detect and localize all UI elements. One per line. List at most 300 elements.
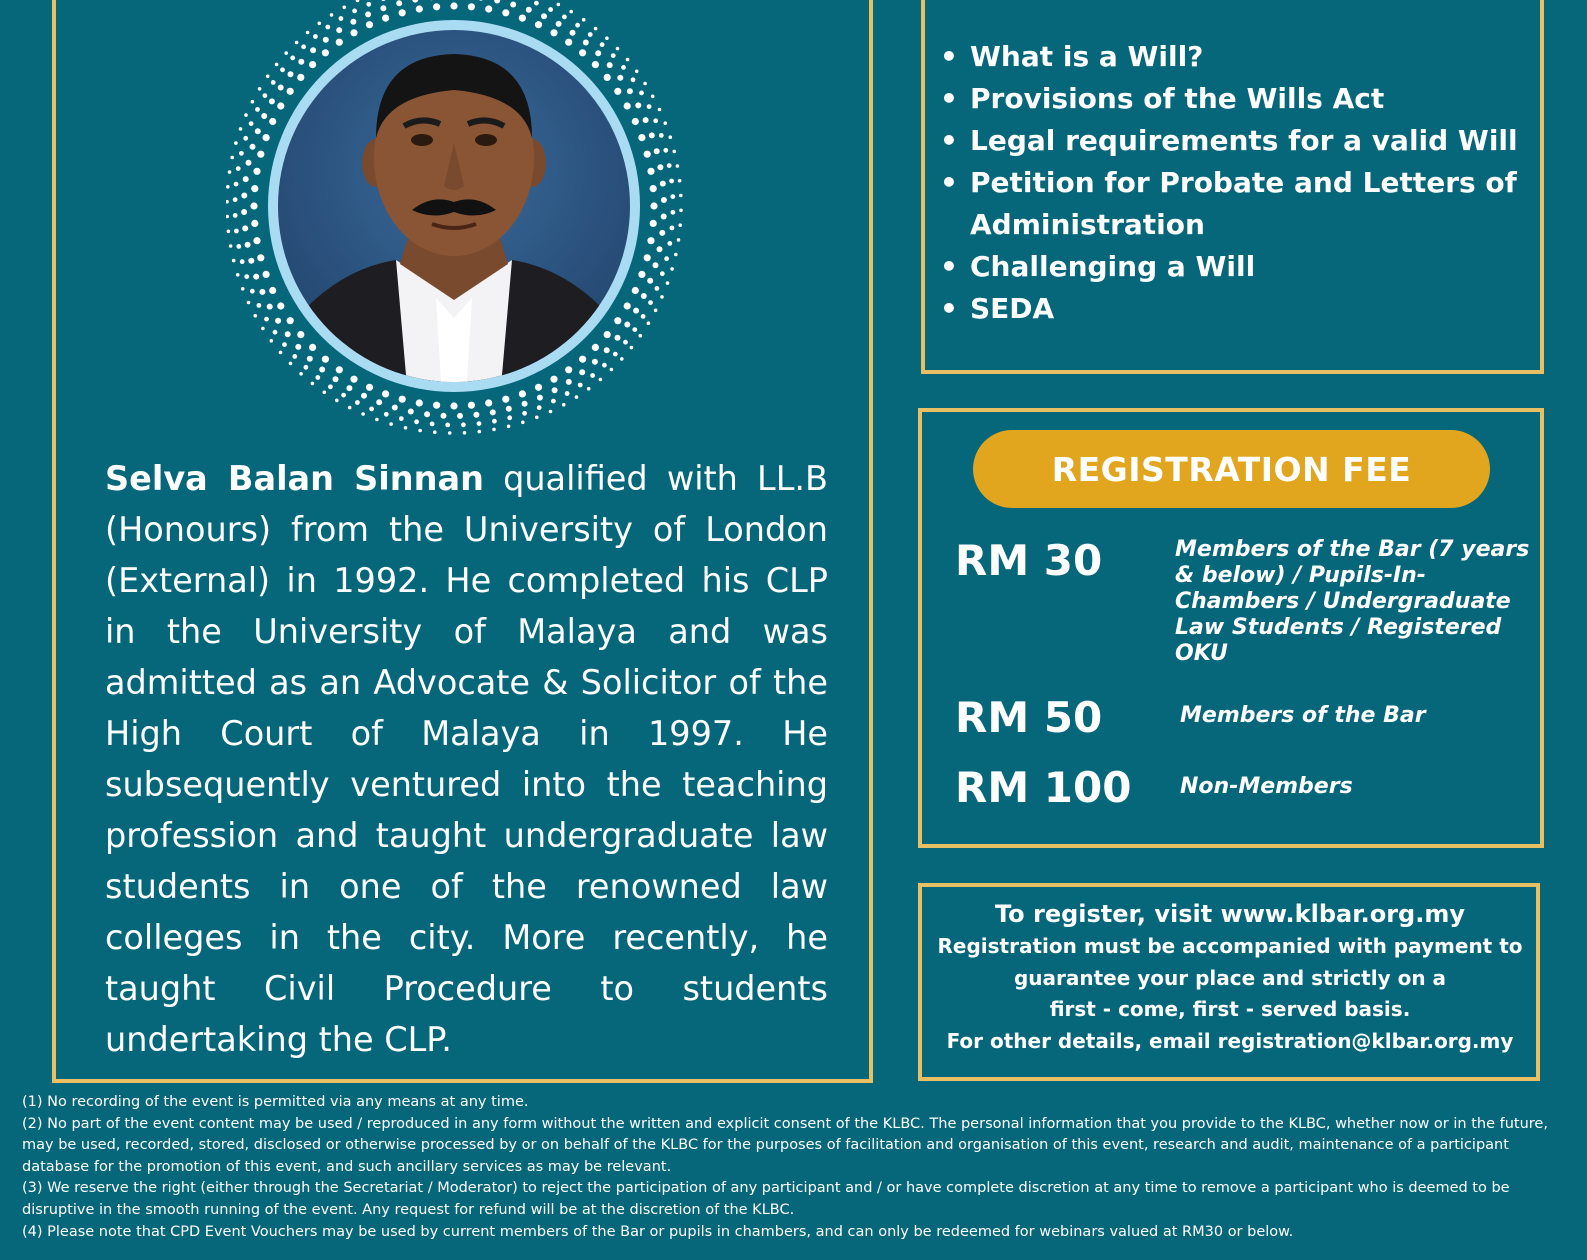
halo-dot [615, 335, 621, 341]
halo-dot [396, 0, 402, 6]
halo-dot [627, 88, 633, 94]
halo-dot [248, 258, 254, 264]
halo-dot [632, 118, 639, 125]
halo-dot [257, 151, 264, 158]
halo-dot [661, 197, 667, 203]
halo-dot [635, 102, 641, 108]
halo-dot [617, 75, 623, 81]
halo-dot [369, 407, 374, 412]
halo-dot [450, 2, 457, 9]
halo-dot [566, 379, 572, 385]
fee-amount-tier-1: RM 30 [955, 536, 1103, 585]
halo-dot [297, 74, 304, 81]
halo-dot [250, 289, 255, 294]
topic-item [934, 120, 1544, 162]
halo-dot [319, 367, 325, 373]
halo-dot [654, 148, 660, 154]
halo-dot [592, 61, 599, 68]
halo-dot [249, 121, 254, 126]
halo-dot [424, 411, 430, 417]
halo-dot [227, 230, 231, 234]
halo-dot [667, 163, 672, 168]
halo-dot [226, 185, 230, 189]
halo-dot [279, 351, 283, 355]
halo-dot [641, 293, 647, 299]
halo-dot [258, 87, 262, 91]
halo-dot [380, 5, 386, 11]
halo-dot [594, 27, 598, 31]
halo-dot [418, 429, 422, 433]
halo-dot [315, 375, 320, 380]
halo-dot [450, 402, 457, 409]
halo-dot [376, 399, 382, 405]
halo-dot [643, 82, 647, 86]
halo-dot [457, 413, 463, 419]
halo-dot [537, 395, 543, 401]
halo-dot [579, 369, 585, 375]
halo-dot [673, 150, 677, 154]
halo-dot [630, 346, 634, 350]
halo-dot [623, 340, 628, 345]
halo-dot [275, 318, 281, 324]
halo-dot [311, 382, 315, 386]
halo-dot [361, 393, 367, 399]
halo-dot [638, 134, 645, 141]
disclaimer-notes [22, 1092, 1567, 1243]
halo-dot [521, 421, 525, 425]
halo-dot [641, 314, 646, 319]
topic-text: Petition for Probate and Letters of Administration [970, 166, 1517, 241]
payment-note-line: guarantee your place and strictly on a [1013, 965, 1447, 990]
halo-dot [330, 13, 334, 17]
halo-dot [287, 88, 294, 95]
halo-dot [341, 393, 346, 398]
halo-dot [670, 194, 675, 199]
halo-dot [661, 214, 667, 220]
halo-dot [298, 59, 304, 65]
halo-dot [658, 108, 662, 112]
halo-dot [333, 376, 339, 382]
halo-dot [676, 164, 680, 168]
halo-dot [269, 98, 275, 104]
halo-dot [350, 29, 357, 36]
halo-dot [278, 85, 284, 91]
halo-dot [255, 128, 261, 134]
halo-dot [477, 421, 482, 426]
halo-dot [583, 40, 589, 46]
halo-dot [277, 102, 284, 109]
halo-dot [247, 301, 251, 305]
halo-dot [507, 415, 512, 420]
halo-dot [624, 302, 631, 309]
halo-dot [669, 135, 673, 139]
halo-dot [624, 102, 631, 109]
halo-dot [389, 422, 393, 426]
halo-dot [365, 11, 371, 17]
halo-dot [292, 354, 297, 359]
halo-dot [243, 176, 249, 182]
halo-dot [299, 372, 303, 376]
halo-dot [285, 331, 291, 337]
halo-dot [485, 5, 492, 12]
halo-dot [602, 363, 607, 368]
halo-dot [234, 141, 238, 145]
halo-dot [478, 0, 484, 1]
fee-amount-tier-3: RM 100 [955, 763, 1132, 812]
halo-dot [339, 16, 344, 21]
halo-dot [253, 274, 259, 280]
halo-dot [657, 164, 663, 170]
halo-dot [318, 22, 322, 26]
halo-dot [579, 356, 586, 363]
speaker-bio-text: qualified with LL.B (Honours) from the University of London (External) in 1992. He completed his CLP in the University of Malaya and was admitted as an Advocate & Solicitor of the High Court of Malaya in 1997. He subsequently ventured into the teaching profession and taught undergraduate law students in one of the renowned law colleges in the city. More recently, he taught Civil Procedure to students undertaking the CLP. [105, 459, 828, 1059]
halo-dot [537, 405, 542, 410]
halo-dot [381, 0, 386, 1]
halo-dot [366, 2, 371, 7]
topic-item [934, 162, 1544, 246]
halo-dot [654, 309, 658, 313]
fee-description-tier-3: Non-Members [1180, 774, 1353, 799]
halo-dot [313, 34, 318, 39]
halo-dot [494, 0, 500, 4]
halo-dot [570, 30, 576, 36]
halo-dot [228, 170, 232, 174]
halo-dot [236, 244, 241, 249]
halo-dot [590, 373, 595, 378]
halo-dot [670, 226, 675, 231]
halo-dot [592, 359, 598, 365]
halo-dot [392, 405, 398, 411]
halo-dot [236, 273, 240, 277]
halo-dot [647, 321, 651, 325]
halo-dot [350, 376, 357, 383]
halo-dot [271, 80, 276, 85]
halo-dot [229, 244, 233, 248]
halo-dot [343, 6, 347, 10]
halo-dot [582, 18, 586, 22]
halo-dot [670, 267, 674, 271]
halo-dot [241, 209, 247, 215]
speaker-bio [105, 453, 828, 1065]
halo-dot [679, 209, 683, 213]
halo-dot [323, 37, 329, 43]
topic-item [934, 36, 1544, 78]
halo-dot [674, 253, 678, 257]
halo-dot [322, 356, 329, 363]
halo-dot [522, 411, 527, 416]
halo-dot [226, 200, 229, 204]
halo-dot [382, 390, 389, 397]
halo-dot [666, 281, 670, 285]
halo-dot [251, 185, 258, 192]
fee-description-tier-2: Members of the Bar [1180, 703, 1426, 728]
contact-email-line: For other details, email registration@klbar.org.my [946, 1028, 1514, 1053]
halo-dot [579, 49, 586, 56]
halo-dot [309, 344, 316, 351]
halo-dot [404, 426, 408, 430]
halo-dot [599, 378, 603, 382]
halo-dot [239, 127, 243, 131]
halo-dot [592, 344, 599, 351]
halo-dot [433, 3, 440, 10]
halo-dot [399, 416, 404, 421]
disclaimer-item: (1) No recording of the event is permitted via any means at any time. [22, 1094, 529, 1110]
halo-dot [549, 410, 553, 414]
halo-dot [565, 391, 570, 396]
halo-dot [275, 63, 279, 67]
halo-dot [595, 50, 601, 56]
halo-dot [632, 327, 637, 332]
halo-dot [647, 104, 652, 109]
halo-dot [384, 412, 389, 417]
halo-dot [507, 425, 511, 429]
halo-dot [492, 428, 496, 432]
halo-dot [336, 39, 343, 46]
halo-dot [519, 390, 526, 397]
halo-dot [433, 402, 440, 409]
halo-dot [506, 406, 512, 412]
halo-dot [277, 302, 284, 309]
halo-dot [288, 71, 294, 77]
halo-dot [653, 262, 659, 268]
halo-dot [355, 400, 360, 405]
halo-dot [659, 230, 665, 236]
halo-dot [336, 27, 342, 33]
bullet-icon: • [940, 124, 958, 157]
halo-dot [323, 391, 327, 395]
halo-dot [253, 168, 260, 175]
halo-dot [647, 168, 654, 175]
halo-dot [660, 295, 664, 299]
halo-dot [301, 44, 306, 49]
bullet-icon: • [940, 40, 958, 73]
halo-dot [445, 423, 450, 428]
halo-dot [356, 0, 360, 2]
halo-dot [660, 271, 665, 276]
halo-dot [678, 179, 682, 183]
halo-dot [245, 242, 251, 248]
halo-dot [562, 403, 566, 407]
halo-dot [575, 23, 580, 28]
topic-item [934, 78, 1544, 120]
bullet-icon: • [940, 250, 958, 283]
halo-dot [604, 74, 611, 81]
disclaimer-item: (3) We reserve the right (either through the Secretariat / Moderator) to reject the participation of any participant and / or have complete discretion at any time to remove a participant who is deemed to be disruptive in the smooth running of the event. Any request for refund will be at the discretion of the KLBC. [22, 1180, 1510, 1218]
halo-dot [241, 193, 247, 199]
halo-dot [257, 254, 264, 261]
halo-dot [614, 317, 621, 324]
bullet-icon: • [940, 166, 958, 199]
halo-dot [587, 387, 591, 391]
topic-text: Legal requirements for a valid Will [970, 124, 1518, 157]
halo-dot [651, 95, 655, 99]
halo-dot [643, 117, 649, 123]
halo-dot [600, 42, 605, 47]
halo-dot [463, 431, 467, 435]
halo-dot [510, 2, 516, 8]
halo-dot [653, 118, 658, 123]
halo-dot [650, 185, 657, 192]
halo-dot [620, 357, 624, 361]
topic-text: Provisions of the Wills Act [970, 82, 1385, 115]
disclaimer-item: (2) No part of the event content may be used / reproduced in any form without the written and explicit consent of the KLBC. The personal information that you provide to the KLBC, whether now or in the future, may be used, recorded, stored, disclosed or otherwise processed by or on behalf of the KLBC for the purposes of facilitation and organisation of this event, research and audit, maintenance of a participant database for the promotion of this event, and such ancillary services as may be relevant. [22, 1115, 1548, 1175]
halo-dot [233, 213, 238, 218]
halo-dot [240, 259, 245, 264]
halo-dot [295, 41, 299, 45]
halo-dot [269, 118, 276, 125]
topic-text: What is a Will? [970, 40, 1204, 73]
halo-dot [234, 182, 239, 187]
halo-dot [647, 278, 653, 284]
halo-dot [239, 151, 244, 156]
halo-dot [631, 77, 636, 82]
halo-dot [254, 314, 258, 318]
halo-dot [348, 406, 352, 410]
halo-dot [309, 61, 316, 68]
halo-dot [657, 246, 663, 252]
payment-note-line: Registration must be accompanied with payment to [937, 934, 1523, 958]
halo-dot [613, 352, 618, 357]
bullet-icon: • [940, 292, 958, 325]
halo-dot [246, 160, 252, 166]
halo-dot [346, 385, 352, 391]
halo-dot [535, 384, 542, 391]
halo-dot [250, 144, 256, 150]
halo-dot [244, 113, 248, 117]
halo-dot [639, 334, 643, 338]
registration-fee-title: REGISTRATION FEE [973, 430, 1490, 508]
halo-dot [306, 31, 310, 35]
halo-dot [644, 254, 651, 261]
halo-dot [257, 303, 262, 308]
halo-dot [649, 132, 655, 138]
halo-dot [230, 156, 234, 160]
speaker-portrait [226, 0, 696, 438]
halo-dot [408, 409, 414, 415]
halo-dot [253, 237, 260, 244]
halo-dot [604, 331, 611, 338]
halo-dot [679, 194, 683, 198]
halo-dot [251, 100, 255, 104]
halo-dot [664, 256, 669, 261]
halo-dot [234, 229, 239, 234]
halo-dot [307, 356, 313, 362]
halo-dot [269, 287, 276, 294]
halo-dot [664, 121, 668, 125]
halo-dot [366, 384, 373, 391]
halo-dot [289, 362, 293, 366]
halo-dot [242, 225, 248, 231]
halo-dot [259, 289, 265, 295]
halo-dot [284, 51, 288, 55]
halo-dot [562, 15, 567, 20]
speaker-name: Selva Balan Sinnan [105, 459, 484, 498]
halo-dot [660, 181, 666, 187]
halo-dot [399, 396, 406, 403]
halo-dot [287, 317, 294, 324]
halo-dot [399, 9, 406, 16]
fee-amount-tier-2: RM 50 [955, 693, 1103, 742]
halo-dot [633, 308, 639, 314]
halo-dot [264, 317, 269, 322]
halo-dot [261, 113, 267, 119]
halo-dot [267, 304, 273, 310]
halo-dot [270, 339, 274, 343]
halo-dot [416, 399, 423, 406]
halo-dot [607, 62, 613, 68]
halo-dot [588, 32, 593, 37]
halo-dot [448, 431, 452, 435]
halo-dot [534, 1, 539, 6]
halo-dot [626, 58, 630, 62]
halo-dot [280, 67, 285, 72]
halo-dot [322, 49, 329, 56]
halo-dot [250, 202, 257, 209]
halo-dot [655, 286, 660, 291]
halo-dot [478, 430, 482, 434]
halo-dot [441, 413, 447, 419]
halo-dot [297, 331, 304, 338]
halo-dot [502, 396, 509, 403]
halo-dot [557, 3, 561, 7]
halo-dot [416, 5, 423, 12]
halo-dot [266, 75, 270, 79]
halo-dot [535, 21, 542, 28]
halo-dot [241, 287, 245, 291]
halo-dot [635, 70, 639, 74]
halo-dot [621, 65, 626, 70]
halo-dot [263, 93, 268, 98]
halo-dot [375, 418, 379, 422]
halo-dot [677, 238, 681, 242]
halo-dot [473, 412, 479, 418]
halo-dot [551, 399, 556, 404]
halo-dot [569, 10, 573, 14]
halo-dot [578, 383, 583, 388]
halo-dot [671, 210, 676, 215]
halo-dot [304, 365, 309, 370]
halo-dot [519, 15, 526, 22]
halo-dot [492, 419, 497, 424]
halo-dot [548, 7, 553, 12]
payment-note-line: first - come, first - served basis. [1049, 997, 1411, 1021]
halo-dot [616, 47, 620, 51]
halo-dot [526, 7, 532, 13]
halo-dot [552, 387, 558, 393]
halo-dot [366, 21, 373, 28]
halo-dot [295, 344, 301, 350]
halo-dot [310, 47, 316, 53]
halo-dot [575, 395, 579, 399]
halo-dot [667, 241, 672, 246]
halo-dot [610, 368, 614, 372]
halo-dot [614, 88, 621, 95]
halo-dot [502, 9, 509, 16]
halo-dot [638, 271, 645, 278]
halo-dot [433, 430, 437, 434]
halo-dot [461, 422, 466, 427]
register-url-line: To register, visit www.klbar.org.my [994, 900, 1466, 928]
topic-item [934, 288, 1544, 330]
halo-dot [541, 13, 547, 19]
topic-text: SEDA [970, 292, 1055, 325]
halo-dot [255, 107, 260, 112]
halo-dot [468, 402, 475, 409]
halo-dot [325, 25, 330, 30]
halo-dot [263, 271, 270, 278]
halo-dot [243, 136, 248, 141]
halo-dot [236, 166, 241, 171]
